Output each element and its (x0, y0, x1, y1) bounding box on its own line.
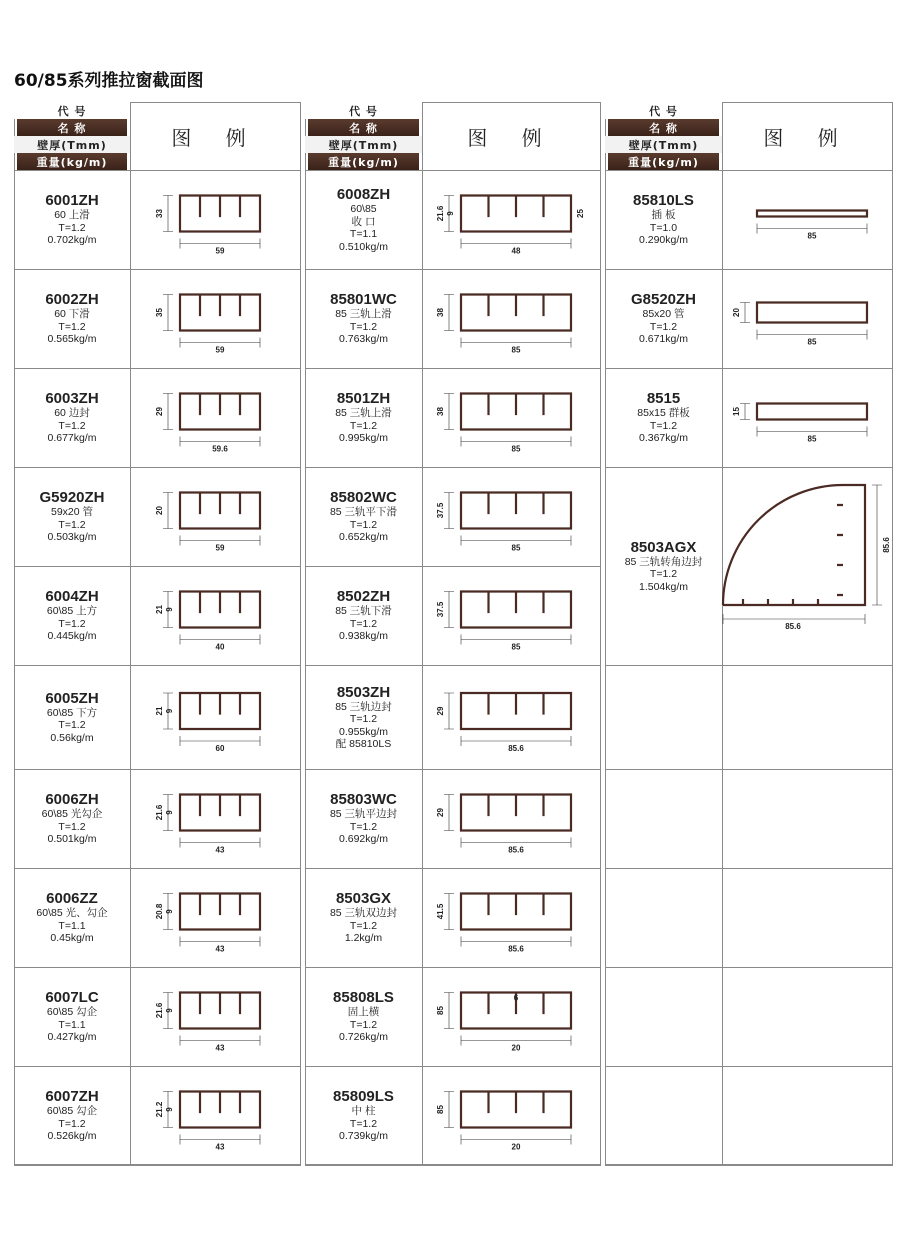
profile-extra: 配 85810LS (335, 738, 392, 750)
dimension-line (872, 485, 882, 605)
profile-svg (131, 170, 301, 269)
dimension-label: 59 (215, 543, 225, 553)
profile-t: T=1.2 (58, 221, 86, 234)
profile-t: T=1.2 (349, 518, 378, 531)
profile-drawing (423, 967, 601, 1066)
profile-outline (200, 993, 240, 1015)
profile-outline (200, 795, 240, 817)
profile-code: 85802WC (330, 489, 397, 507)
profile-info (605, 467, 722, 665)
profile-svg (131, 769, 301, 868)
profile-drawing (423, 269, 601, 368)
profile-t: T=1.2 (58, 617, 86, 630)
profile-w: 0.290kg/m (638, 234, 689, 247)
profile-name: 插 板 (651, 209, 676, 222)
profile-t: T=1.1 (58, 919, 86, 932)
dimension-line (444, 592, 454, 628)
dimension-label: 21.6 (155, 1002, 164, 1019)
dimension-label: 41.5 (436, 903, 445, 920)
profile-svg (131, 967, 301, 1066)
profile-w: 0.938kg/m (338, 630, 389, 643)
profile-t: T=1.2 (349, 1117, 378, 1130)
profile-w: 0.955kg/m (338, 725, 389, 738)
profile-info (305, 868, 422, 967)
profile-t: T=1.2 (649, 568, 678, 581)
profile-name: 60\85 上方 (46, 605, 98, 618)
profile-t: T=1.2 (58, 518, 86, 531)
dimension-label: 25 (576, 209, 585, 218)
row-divider (14, 1165, 301, 1166)
profile-w: 0.726kg/m (338, 1031, 389, 1044)
profile-name: 85x20 管 (642, 308, 685, 321)
profile-info (605, 269, 722, 368)
profile-outline (489, 394, 544, 416)
profile-outline (200, 493, 240, 515)
profile-outline (200, 693, 240, 715)
profile-svg (131, 269, 301, 368)
profile-code: 6006ZZ (46, 890, 98, 908)
header-name: 名 称 (308, 119, 419, 136)
dimension-line (740, 404, 750, 420)
header-labels (14, 102, 130, 170)
dimension-label: 85.6 (508, 744, 524, 753)
profile-info (14, 269, 130, 368)
profile-name: 85 三轨下滑 (335, 605, 392, 618)
profile-info (605, 170, 722, 269)
profile-outline (757, 211, 867, 217)
profile-name: 60 上滑 (54, 209, 90, 222)
profile-drawing (131, 269, 301, 368)
dimension-label: 43 (215, 944, 225, 954)
dimension-label: 29 (155, 407, 164, 416)
profile-w: 0.692kg/m (338, 833, 389, 846)
profile-info (14, 868, 130, 967)
profile-name: 中 柱 (351, 1105, 376, 1118)
profile-w: 0.995kg/m (338, 432, 389, 445)
profile-t: T=1.2 (349, 617, 378, 630)
profile-outline (200, 1092, 240, 1114)
profile-info (605, 368, 722, 467)
dimension-label: 29 (436, 706, 445, 716)
profile-name: 85 三轨平边封 (329, 808, 398, 821)
profile-w: 0.510kg/m (338, 240, 389, 253)
profile-outline (489, 196, 544, 218)
profile-code: 6002ZH (45, 291, 99, 309)
dimension-line (444, 693, 454, 729)
dimension-label: 6 (513, 993, 519, 1003)
profile-svg (423, 967, 601, 1066)
profile-t: T=1.1 (349, 228, 378, 240)
profile-info (305, 665, 422, 769)
dimension-label: 85.6 (785, 622, 801, 631)
profile-svg (423, 1066, 601, 1165)
header-thickness: 壁厚(Tmm) (305, 136, 422, 153)
profile-info (305, 368, 422, 467)
profile-drawing (423, 868, 601, 967)
profile-w: 0.671kg/m (638, 333, 689, 346)
profile-svg (723, 170, 893, 269)
profile-code: 6007ZH (45, 1088, 99, 1106)
dimension-label: 85.6 (508, 944, 524, 954)
profile-t: T=1.2 (58, 820, 86, 833)
dimension-label: 29 (436, 808, 445, 817)
profile-w: 1.2kg/m (344, 932, 383, 945)
profile-info (14, 665, 130, 769)
profile-w: 0.367kg/m (638, 432, 689, 445)
profile-outline (489, 493, 544, 515)
dimension-label: 9 (165, 1008, 174, 1013)
profile-svg (423, 368, 601, 467)
dimension-label: 21.6 (436, 205, 445, 222)
profile-code: 8501ZH (336, 390, 391, 408)
dimension-label: 21 (155, 706, 164, 716)
dimension-label: 85.6 (882, 537, 891, 553)
row-divider (605, 1165, 893, 1166)
profile-drawing (131, 368, 301, 467)
profile-code: 6004ZH (45, 588, 99, 606)
profile-drawing (131, 1066, 301, 1165)
profile-name: 60\85 光、勾企 (36, 907, 108, 920)
profile-name: 85 三轨上滑 (335, 308, 392, 321)
profile-outline (200, 196, 240, 218)
profile-drawing (723, 170, 893, 269)
profile-info (14, 1066, 130, 1165)
dimension-label: 85 (807, 434, 817, 444)
profile-info (305, 1066, 422, 1165)
profile-drawing (131, 769, 301, 868)
profile-outline (489, 1092, 544, 1114)
profile-t: T=1.1 (58, 1018, 86, 1031)
dimension-label: 20 (511, 1043, 521, 1053)
profile-outline (723, 485, 865, 605)
profile-name: 85 三轨平下滑 (329, 506, 398, 519)
profile-drawing (423, 566, 601, 665)
dimension-label: 33 (155, 209, 164, 218)
profile-outline (489, 894, 544, 916)
profile-drawing (131, 170, 301, 269)
dimension-line (444, 394, 454, 430)
profile-outline (723, 485, 843, 605)
profile-name: 85 三轨上滑 (335, 407, 392, 420)
dimension-label: 85 (511, 543, 521, 553)
profile-outline (489, 795, 544, 817)
profile-t: T=1.2 (58, 419, 86, 432)
profile-code: 6007LC (45, 989, 99, 1007)
profile-drawing (131, 868, 301, 967)
profile-w: 0.677kg/m (47, 432, 97, 445)
dimension-line (444, 993, 454, 1029)
profile-drawing (723, 467, 893, 665)
profile-name: 60 边封 (54, 407, 90, 420)
profile-w: 0.427kg/m (47, 1031, 97, 1044)
dimension-label: 38 (436, 407, 445, 416)
header-figure: 图 例 (467, 125, 556, 150)
profile-t: T=1.2 (349, 713, 378, 725)
profile-svg (723, 269, 893, 368)
dimension-label: 35 (155, 308, 164, 317)
dimension-label: 48 (511, 246, 521, 256)
profile-outline (200, 394, 240, 416)
dimension-line (444, 295, 454, 331)
dimension-label: 15 (732, 407, 741, 416)
profile-outline (837, 505, 843, 595)
profile-code: 8503AGX (630, 538, 697, 556)
dimension-line (740, 303, 750, 323)
profile-drawing (131, 967, 301, 1066)
profile-outline (200, 894, 240, 916)
dimension-line (163, 493, 173, 529)
profile-outline (489, 295, 544, 317)
profile-drawing (723, 368, 893, 467)
profile-w: 0.56kg/m (50, 731, 94, 744)
dimension-line (163, 295, 173, 331)
profile-code: G5920ZH (39, 489, 105, 507)
header-labels (305, 102, 422, 170)
dimension-label: 85 (807, 337, 817, 347)
profile-svg (723, 368, 893, 467)
profile-outline (757, 404, 867, 420)
profile-t: T=1.2 (349, 919, 378, 932)
dimension-label: 9 (165, 607, 174, 612)
dimension-label: 59 (215, 345, 225, 355)
profile-svg (131, 1066, 301, 1165)
profile-drawing (423, 170, 601, 269)
profile-name: 85 三轨转角边封 (624, 555, 703, 568)
profile-code: 85810LS (633, 192, 694, 210)
profile-t: T=1.2 (58, 719, 86, 732)
profile-code: 8503GX (335, 890, 392, 908)
row-divider (605, 665, 893, 666)
profile-t: T=1.2 (58, 320, 86, 333)
profile-name: 60\85 勾企 (46, 1006, 98, 1019)
row-divider (305, 1165, 601, 1166)
header-thickness: 壁厚(Tmm) (14, 136, 130, 153)
profile-drawing (423, 665, 601, 769)
profile-code: 85809LS (333, 1088, 394, 1106)
dimension-label: 40 (215, 642, 225, 652)
profile-info (305, 769, 422, 868)
profile-w: 0.445kg/m (47, 630, 97, 643)
profile-outline (489, 592, 544, 614)
dimension-label: 37.5 (436, 601, 445, 618)
row-divider (605, 1066, 893, 1067)
header-figure: 图 例 (763, 125, 852, 150)
profile-w: 0.45kg/m (50, 932, 94, 945)
profile-code: 6006ZH (45, 791, 99, 809)
profile-info (14, 467, 130, 566)
profile-drawing (131, 665, 301, 769)
profile-w: 0.763kg/m (338, 333, 389, 346)
profile-name: 60\85 勾企 (46, 1105, 98, 1118)
profile-drawing (423, 769, 601, 868)
dimension-label: 9 (165, 1107, 174, 1112)
profile-name: 60\85 (350, 203, 377, 215)
dimension-label: 21.6 (155, 804, 164, 821)
profile-t: T=1.2 (349, 320, 378, 333)
header-weight: 重量(kg/m) (608, 153, 719, 170)
page-title: 60/85系列推拉窗截面图 (14, 71, 204, 91)
profile-w: 0.702kg/m (47, 234, 97, 247)
profile-code: 6003ZH (45, 390, 99, 408)
profile-name: 固上横 (347, 1006, 380, 1019)
profile-t: T=1.0 (649, 221, 678, 234)
profile-info (305, 967, 422, 1066)
dimension-label: 20 (732, 308, 741, 317)
dimension-label: 85 (436, 1006, 445, 1015)
profile-name: 60 下滑 (54, 308, 90, 321)
profile-name: 85 三轨边封 (335, 700, 392, 713)
profile-svg (131, 665, 301, 769)
dimension-label: 85 (436, 1105, 445, 1114)
header-weight: 重量(kg/m) (17, 153, 127, 170)
profile-code: 8503ZH (336, 683, 391, 701)
header-name: 名 称 (608, 119, 719, 136)
header-code: 代 号 (605, 102, 722, 119)
profile-code: G8520ZH (630, 291, 697, 309)
dimension-label: 85 (807, 231, 817, 241)
dimension-label: 9 (165, 810, 174, 815)
profile-w: 0.501kg/m (47, 833, 97, 846)
profile-w: 0.739kg/m (338, 1130, 389, 1143)
profile-drawing (131, 566, 301, 665)
profile-code: 8515 (646, 390, 681, 408)
profile-svg (131, 868, 301, 967)
profile-svg (423, 868, 601, 967)
profile-outline (200, 295, 240, 317)
dimension-label: 20 (511, 1142, 521, 1152)
profile-code: 6008ZH (336, 186, 391, 203)
row-divider (605, 967, 893, 968)
profile-name: 60\85 下方 (46, 706, 98, 719)
profile-w: 0.526kg/m (47, 1130, 97, 1143)
profile-w: 0.503kg/m (47, 531, 97, 544)
profile-svg (131, 368, 301, 467)
dimension-label: 60 (215, 744, 225, 753)
profile-info (305, 269, 422, 368)
profile-svg (423, 269, 601, 368)
profile-t: T=1.2 (349, 419, 378, 432)
profile-svg (131, 566, 301, 665)
dimension-line (163, 196, 173, 232)
row-divider (605, 868, 893, 869)
profile-code: 6001ZH (45, 192, 99, 210)
profile-drawing (423, 467, 601, 566)
dimension-label: 20.8 (155, 903, 164, 920)
profile-code: 8502ZH (336, 588, 391, 606)
profile-svg (131, 467, 301, 566)
profile-drawing (423, 1066, 601, 1165)
dimension-label: 85 (511, 345, 521, 355)
profile-svg (423, 467, 601, 566)
header-thickness: 壁厚(Tmm) (605, 136, 722, 153)
profile-t: T=1.2 (649, 419, 678, 432)
profile-info (305, 566, 422, 665)
dimension-label: 9 (165, 909, 174, 914)
dimension-label: 85.6 (508, 845, 524, 855)
profile-svg (423, 769, 601, 868)
profile-w: 1.504kg/m (638, 580, 689, 593)
profile-outline (489, 693, 544, 715)
dimension-label: 37.5 (436, 502, 445, 519)
profile-info (14, 170, 130, 269)
profile-svg (423, 566, 601, 665)
profile-t: T=1.2 (58, 1117, 86, 1130)
dimension-label: 38 (436, 308, 445, 317)
profile-w: 0.565kg/m (47, 333, 97, 346)
profile-name: 59x20 管 (50, 506, 94, 519)
dimension-label: 20 (155, 506, 164, 515)
profile-info (14, 967, 130, 1066)
profile-svg (723, 467, 893, 665)
profile-t: T=1.2 (349, 820, 378, 833)
dimension-label: 43 (215, 845, 225, 855)
header-code: 代 号 (305, 102, 422, 119)
dimension-label: 9 (446, 211, 455, 216)
dimension-line (444, 493, 454, 529)
dimension-label: 59.6 (212, 444, 228, 454)
profile-name: 85 三轨双边封 (329, 907, 398, 920)
profile-name: 60\85 光勾企 (41, 808, 103, 821)
dimension-label: 43 (215, 1142, 225, 1152)
profile-drawing (423, 368, 601, 467)
dimension-label: 21.2 (155, 1101, 164, 1118)
profile-info (14, 368, 130, 467)
dimension-label: 85 (511, 444, 521, 454)
profile-code: 85808LS (333, 989, 394, 1007)
profile-name: 85x15 群板 (637, 407, 690, 420)
profile-info (305, 170, 422, 269)
profile-name2: 收 口 (351, 215, 376, 228)
dimension-line (444, 1092, 454, 1128)
profile-drawing (723, 269, 893, 368)
profile-info (14, 566, 130, 665)
profile-info (14, 769, 130, 868)
dimension-line (444, 894, 454, 930)
profile-info (305, 467, 422, 566)
profile-outline (757, 303, 867, 323)
dimension-line (163, 394, 173, 430)
header-name: 名 称 (17, 119, 127, 136)
header-figure: 图 例 (171, 125, 260, 150)
dimension-label: 85 (511, 642, 521, 652)
profile-outline (200, 592, 240, 614)
dimension-label: 9 (165, 708, 174, 714)
profile-svg (423, 170, 601, 269)
profile-w: 0.652kg/m (338, 531, 389, 544)
profile-svg (423, 665, 601, 769)
profile-code: 85803WC (330, 791, 397, 809)
profile-code: 6005ZH (45, 689, 99, 707)
profile-t: T=1.2 (349, 1018, 378, 1031)
header-code: 代 号 (14, 102, 130, 119)
dimension-label: 43 (215, 1043, 225, 1053)
dimension-line (444, 795, 454, 831)
profile-drawing (131, 467, 301, 566)
profile-t: T=1.2 (649, 320, 678, 333)
header-labels (605, 102, 722, 170)
header-weight: 重量(kg/m) (308, 153, 419, 170)
profile-code: 85801WC (330, 291, 397, 309)
row-divider (605, 769, 893, 770)
dimension-label: 21 (155, 605, 164, 614)
dimension-label: 59 (215, 246, 225, 256)
